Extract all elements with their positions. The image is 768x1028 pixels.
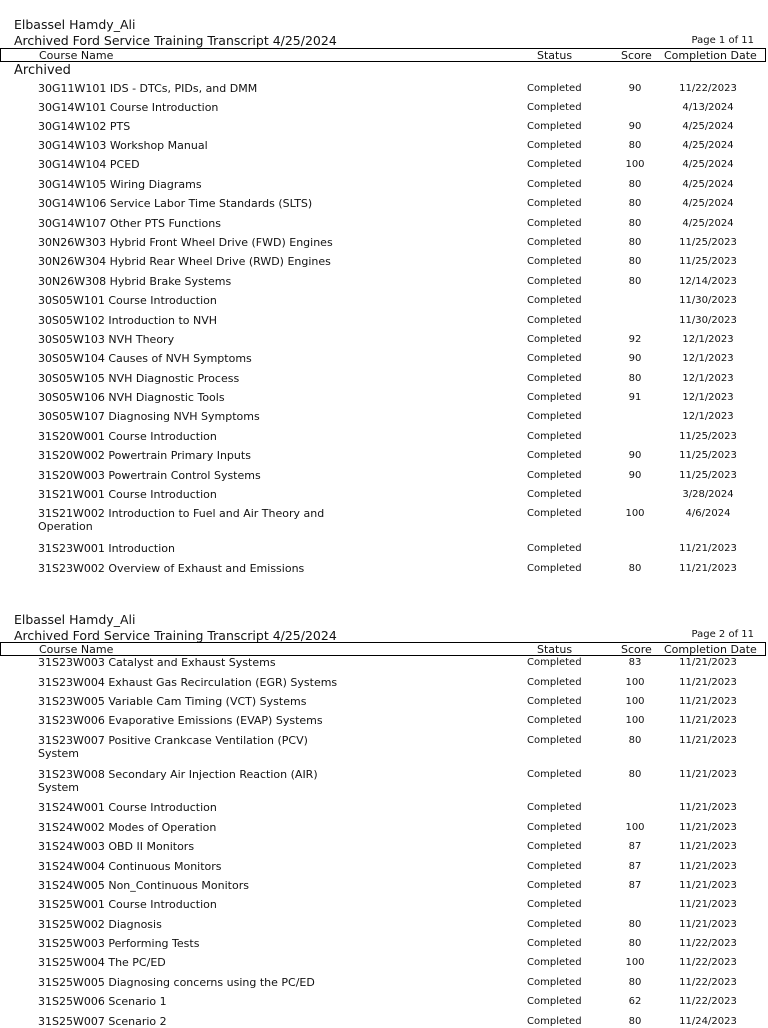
course-name: 30G14W105 Wiring Diagrams [38, 178, 202, 191]
completion-date: 11/25/2023 [679, 470, 737, 481]
course-status: Completed [527, 696, 582, 707]
course-score: 80 [628, 237, 642, 248]
course-score: 100 [625, 508, 645, 519]
course-status: Completed [527, 198, 582, 209]
completion-date: 12/14/2023 [679, 276, 737, 287]
course-score: 80 [628, 563, 642, 574]
course-score: 80 [628, 140, 642, 151]
column-header-course-name: Course Name [39, 643, 114, 656]
course-name: 30N26W303 Hybrid Front Wheel Drive (FWD) Engines [38, 236, 333, 249]
page-number: Page 1 of 11 [691, 35, 754, 46]
course-status: Completed [527, 769, 582, 780]
course-score: 80 [628, 769, 642, 780]
course-status: Completed [527, 508, 582, 519]
completion-date: 11/21/2023 [679, 822, 737, 833]
course-score: 83 [628, 657, 642, 668]
column-header-completion-date: Completion Date [664, 49, 757, 62]
completion-date: 11/21/2023 [679, 715, 737, 726]
course-score: 100 [625, 822, 645, 833]
course-status: Completed [527, 83, 582, 94]
course-score: 91 [628, 392, 642, 403]
completion-date: 11/30/2023 [679, 295, 737, 306]
completion-date: 11/22/2023 [679, 996, 737, 1007]
page-number: Page 2 of 11 [691, 629, 754, 640]
course-name: 30G14W103 Workshop Manual [38, 139, 208, 152]
course-score: 87 [628, 880, 642, 891]
course-score: 90 [628, 353, 642, 364]
course-status: Completed [527, 256, 582, 267]
course-score: 87 [628, 861, 642, 872]
course-name: 31S23W008 Secondary Air Injection Reaction (AIR) System [38, 768, 318, 794]
course-status: Completed [527, 392, 582, 403]
course-score: 100 [625, 957, 645, 968]
course-status: Completed [527, 802, 582, 813]
completion-date: 11/21/2023 [679, 899, 737, 910]
course-name: 30G14W102 PTS [38, 120, 131, 133]
completion-date: 12/1/2023 [682, 411, 734, 422]
course-status: Completed [527, 957, 582, 968]
completion-date: 11/21/2023 [679, 563, 737, 574]
column-header-score: Score [621, 49, 652, 62]
column-header-completion-date: Completion Date [664, 643, 757, 656]
course-score: 100 [625, 696, 645, 707]
completion-date: 12/1/2023 [682, 373, 734, 384]
column-header-bar [0, 48, 766, 62]
completion-date: 11/25/2023 [679, 256, 737, 267]
course-status: Completed [527, 450, 582, 461]
course-status: Completed [527, 276, 582, 287]
course-name: 31S23W001 Introduction [38, 542, 175, 555]
completion-date: 3/28/2024 [682, 489, 734, 500]
course-score: 92 [628, 334, 642, 345]
course-status: Completed [527, 715, 582, 726]
completion-date: 11/22/2023 [679, 977, 737, 988]
course-name: 30S05W101 Course Introduction [38, 294, 217, 307]
course-score: 90 [628, 470, 642, 481]
course-status: Completed [527, 315, 582, 326]
course-name: 31S20W002 Powertrain Primary Inputs [38, 449, 251, 462]
course-status: Completed [527, 373, 582, 384]
course-score: 80 [628, 276, 642, 287]
course-name: 30N26W304 Hybrid Rear Wheel Drive (RWD) Engines [38, 255, 331, 268]
course-name: 31S25W004 The PC/ED [38, 956, 166, 969]
course-score: 90 [628, 450, 642, 461]
course-name: 31S24W003 OBD II Monitors [38, 840, 195, 853]
course-name: 30G14W104 PCED [38, 158, 140, 171]
completion-date: 12/1/2023 [682, 334, 734, 345]
section-heading: Archived [14, 63, 71, 78]
course-status: Completed [527, 919, 582, 930]
course-name: 31S23W007 Positive Crankcase Ventilation (PCV) System [38, 734, 308, 760]
course-name: 31S23W006 Evaporative Emissions (EVAP) Systems [38, 714, 323, 727]
course-name: 30G14W101 Course Introduction [38, 101, 219, 114]
course-name: 31S23W003 Catalyst and Exhaust Systems [38, 656, 276, 669]
course-score: 80 [628, 198, 642, 209]
completion-date: 11/21/2023 [679, 841, 737, 852]
course-name: 31S24W001 Course Introduction [38, 801, 217, 814]
completion-date: 11/21/2023 [679, 735, 737, 746]
course-name: 30S05W104 Causes of NVH Symptoms [38, 352, 252, 365]
column-header-status: Status [537, 49, 573, 62]
course-status: Completed [527, 563, 582, 574]
course-status: Completed [527, 295, 582, 306]
course-name: 30S05W102 Introduction to NVH [38, 314, 218, 327]
course-score: 80 [628, 218, 642, 229]
course-score: 80 [628, 938, 642, 949]
completion-date: 12/1/2023 [682, 392, 734, 403]
course-status: Completed [527, 353, 582, 364]
completion-date: 11/21/2023 [679, 657, 737, 668]
course-status: Completed [527, 334, 582, 345]
course-status: Completed [527, 735, 582, 746]
course-score: 90 [628, 121, 642, 132]
column-header-status: Status [537, 643, 573, 656]
course-score: 80 [628, 977, 642, 988]
course-status: Completed [527, 489, 582, 500]
course-name: 30N26W308 Hybrid Brake Systems [38, 275, 232, 288]
course-status: Completed [527, 140, 582, 151]
course-status: Completed [527, 431, 582, 442]
completion-date: 11/30/2023 [679, 315, 737, 326]
course-status: Completed [527, 841, 582, 852]
course-name: 30G11W101 IDS - DTCs, PIDs, and DMM [38, 82, 258, 95]
course-status: Completed [527, 938, 582, 949]
course-score: 100 [625, 159, 645, 170]
course-score: 90 [628, 83, 642, 94]
course-score: 100 [625, 715, 645, 726]
completion-date: 4/25/2024 [682, 140, 734, 151]
completion-date: 11/22/2023 [679, 957, 737, 968]
completion-date: 4/25/2024 [682, 159, 734, 170]
column-header-score: Score [621, 643, 652, 656]
course-score: 80 [628, 373, 642, 384]
course-name: 31S25W001 Course Introduction [38, 898, 217, 911]
student-name: Elbassel Hamdy_Ali [14, 17, 136, 32]
column-header-bar [0, 642, 766, 656]
course-status: Completed [527, 218, 582, 229]
transcript-title: Archived Ford Service Training Transcript 4/25/2024 [14, 33, 337, 48]
course-status: Completed [527, 470, 582, 481]
course-name: 31S25W003 Performing Tests [38, 937, 200, 950]
course-name: 31S21W002 Introduction to Fuel and Air Theory and Operation [38, 507, 325, 533]
course-name: 30S05W106 NVH Diagnostic Tools [38, 391, 225, 404]
course-status: Completed [527, 677, 582, 688]
course-score: 100 [625, 677, 645, 688]
course-name: 31S25W007 Scenario 2 [38, 1015, 167, 1028]
course-name: 31S24W004 Continuous Monitors [38, 860, 222, 873]
course-name: 31S24W005 Non_Continuous Monitors [38, 879, 249, 892]
course-status: Completed [527, 657, 582, 668]
course-name: 31S21W001 Course Introduction [38, 488, 217, 501]
course-status: Completed [527, 237, 582, 248]
course-name: 31S20W003 Powertrain Control Systems [38, 469, 261, 482]
completion-date: 11/21/2023 [679, 802, 737, 813]
completion-date: 11/24/2023 [679, 1016, 737, 1027]
completion-date: 11/21/2023 [679, 861, 737, 872]
course-name: 30S05W105 NVH Diagnostic Process [38, 372, 240, 385]
course-score: 62 [628, 996, 642, 1007]
student-name: Elbassel Hamdy_Ali [14, 612, 136, 627]
course-status: Completed [527, 411, 582, 422]
course-status: Completed [527, 159, 582, 170]
course-name: 31S24W002 Modes of Operation [38, 821, 217, 834]
completion-date: 11/25/2023 [679, 237, 737, 248]
course-name: 31S23W004 Exhaust Gas Recirculation (EGR) Systems [38, 676, 338, 689]
course-name: 30S05W103 NVH Theory [38, 333, 175, 346]
completion-date: 11/21/2023 [679, 919, 737, 930]
course-status: Completed [527, 861, 582, 872]
course-status: Completed [527, 121, 582, 132]
course-status: Completed [527, 822, 582, 833]
completion-date: 4/25/2024 [682, 198, 734, 209]
course-status: Completed [527, 179, 582, 190]
completion-date: 4/25/2024 [682, 179, 734, 190]
transcript-title: Archived Ford Service Training Transcript 4/25/2024 [14, 628, 337, 643]
completion-date: 11/21/2023 [679, 543, 737, 554]
course-score: 80 [628, 256, 642, 267]
completion-date: 11/21/2023 [679, 677, 737, 688]
course-status: Completed [527, 977, 582, 988]
course-score: 80 [628, 735, 642, 746]
course-status: Completed [527, 996, 582, 1007]
course-name: 31S25W002 Diagnosis [38, 918, 162, 931]
course-score: 87 [628, 841, 642, 852]
completion-date: 4/25/2024 [682, 121, 734, 132]
completion-date: 12/1/2023 [682, 353, 734, 364]
course-name: 31S23W005 Variable Cam Timing (VCT) Systems [38, 695, 307, 708]
course-name: 31S25W006 Scenario 1 [38, 995, 167, 1008]
completion-date: 11/21/2023 [679, 880, 737, 891]
course-name: 31S25W005 Diagnosing concerns using the PC/ED [38, 976, 315, 989]
course-score: 80 [628, 179, 642, 190]
completion-date: 4/13/2024 [682, 102, 734, 113]
course-status: Completed [527, 543, 582, 554]
completion-date: 11/25/2023 [679, 431, 737, 442]
course-name: 30G14W107 Other PTS Functions [38, 217, 221, 230]
transcript-page [0, 594, 768, 1028]
course-name: 31S23W002 Overview of Exhaust and Emissions [38, 562, 305, 575]
column-header-course-name: Course Name [39, 49, 114, 62]
course-status: Completed [527, 899, 582, 910]
course-score: 80 [628, 1016, 642, 1027]
course-status: Completed [527, 102, 582, 113]
course-score: 80 [628, 919, 642, 930]
course-name: 31S20W001 Course Introduction [38, 430, 217, 443]
course-status: Completed [527, 880, 582, 891]
completion-date: 11/25/2023 [679, 450, 737, 461]
completion-date: 11/22/2023 [679, 938, 737, 949]
completion-date: 11/21/2023 [679, 769, 737, 780]
course-name: 30S05W107 Diagnosing NVH Symptoms [38, 410, 260, 423]
completion-date: 11/21/2023 [679, 696, 737, 707]
completion-date: 4/6/2024 [685, 508, 731, 519]
completion-date: 4/25/2024 [682, 218, 734, 229]
course-status: Completed [527, 1016, 582, 1027]
course-name: 30G14W106 Service Labor Time Standards (SLTS) [38, 197, 313, 210]
completion-date: 11/22/2023 [679, 83, 737, 94]
